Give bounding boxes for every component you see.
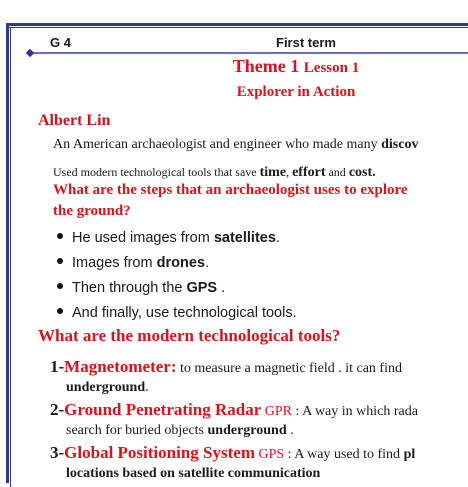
lesson-name: Lesson 1 [303,60,360,76]
tool-abbreviation: GPS [254,447,285,462]
tool-gpr [50,400,418,420]
list-item [57,301,297,326]
tool-gpr-continued [66,423,294,439]
term-label: First term [276,35,336,50]
page-border-top [6,23,468,26]
header-divider [30,52,468,54]
tool-name: Ground Penetrating Radar [64,400,262,419]
step-after: . [217,280,226,296]
bullet-icon [57,283,63,289]
tool-description-bold: pl [403,447,416,462]
tool-description-bold: underground [204,423,287,438]
tool-description-text: search for buried [66,423,165,438]
question-steps-line2: the ground? [53,203,131,219]
theme-title [0,56,468,77]
question-steps [53,180,408,222]
benefit-cost: cost. [348,165,376,180]
tool-description-end: . [145,380,149,395]
tool-number: 3- [50,443,65,462]
steps-list [57,226,297,326]
lesson-subtitle: Explorer in Action [236,84,356,100]
step-text: And finally, use technological tools. [72,305,297,321]
tool-abbreviation: GPR [261,404,292,419]
step-after: . [275,230,280,246]
tool-number: 2- [50,400,65,419]
tool-number: 1- [50,357,65,376]
person-name: Albert Lin [38,112,111,129]
step-bold: GPS [186,280,218,296]
theme-name: Theme 1 [232,56,300,76]
tool-description: to measure a magnetic field . it can find [176,361,402,376]
benefit-time: time [259,165,287,180]
description-text: An American archaeologist and engineer who made many [53,137,382,152]
tool-magnetometer [50,357,402,377]
list-item [57,276,297,301]
tool-name: Magnetometer: [64,357,177,376]
tools-benefit-line [53,165,376,181]
tool-gps [50,443,415,463]
step-text: He used images from [72,230,214,246]
tool-description: : A way used to find [284,447,404,462]
question-steps-line1: What are the steps that an archaeologist uses to explore [53,182,408,198]
list-item [57,226,297,251]
benefit-effort: effort [292,165,326,180]
grade-label: G 4 [50,35,71,50]
step-bold: drones [156,255,205,271]
person-description [53,137,418,153]
tool-gps-continued [66,466,320,482]
bullet-icon [57,233,63,239]
tool-magnetometer-continued [66,380,149,396]
benefit-separator: , [286,165,293,179]
step-after: . [204,255,209,271]
bullet-icon [57,308,63,314]
benefit-and: and [325,165,349,179]
tool-name: Global Positioning System [64,443,255,462]
description-bold: discov [381,137,419,152]
tool-description-end: . [286,423,294,438]
step-text: Then through the [72,280,187,296]
list-item [57,251,297,276]
question-tools: What are the modern technological tools? [38,326,341,345]
tool-description-bold: locations based on satellite communication [66,466,321,481]
tool-description-bold: underground [66,380,146,395]
page-border-top-inner [6,27,468,28]
step-text: Images from [72,255,157,271]
benefit-text: Used modern technological tools that save [53,165,260,179]
bullet-icon [57,258,63,264]
tool-description-highlight: objects [164,423,204,438]
step-bold: satellites [213,230,276,246]
tool-description: : A way in which rada [291,404,418,419]
